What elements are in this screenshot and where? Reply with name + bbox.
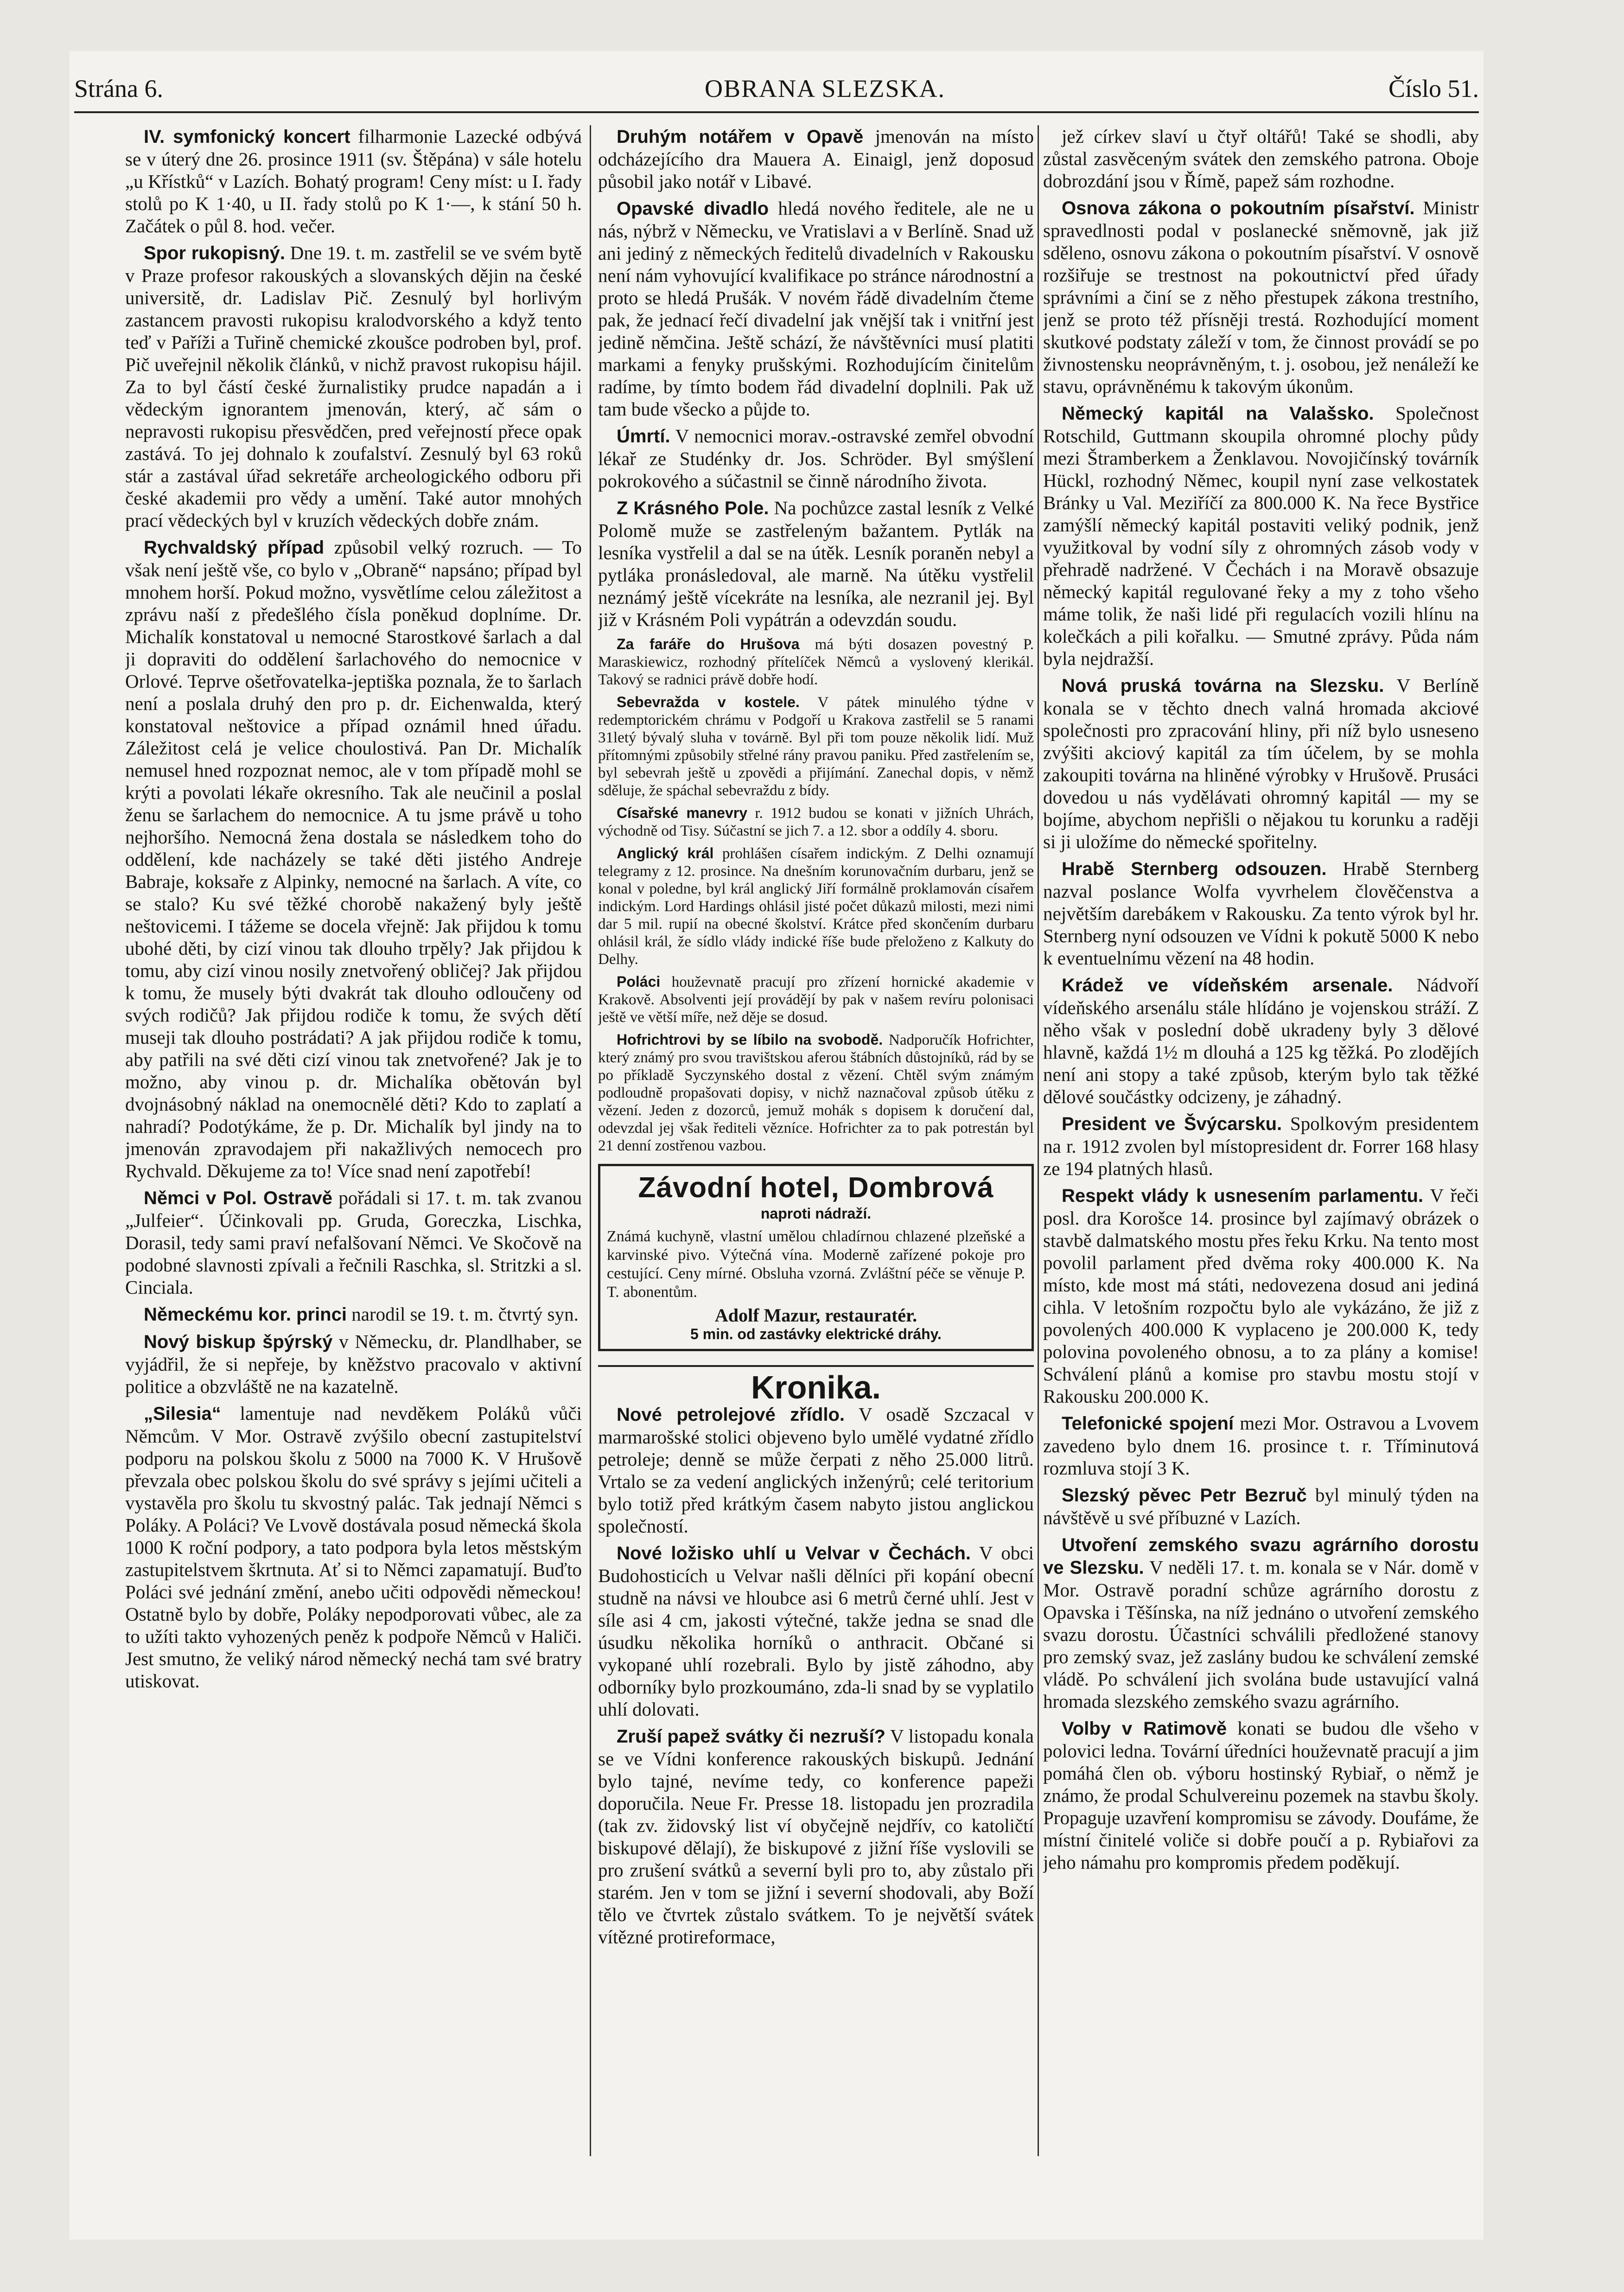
article xyxy=(598,497,1034,631)
article xyxy=(1043,1533,1479,1712)
article-text: pořádali si 17. t. m. tak zvanou „Julfeier“. Účinkovali pp. Gruda, Goreczka, Lischka, Dorasil, tedy sami praví nefalšovaní Němci. Ve Skočově na podobné slavnosti zpívali a řečnili Raschka, sl. Stritzki a sl. Cinciala. xyxy=(125,1187,582,1298)
article-text: filharmonie Lazecké odbývá se v úterý dne 26. prosince 1911 (sv. Štěpána) v sále hotelu „u Křístků“ v Lazích. Bohatý program! Ceny míst: u I. řady stolů po K 1·40, u II. řady stolů po K 1·—, k stání 50 h. Začátek o půl 8. hod. večer. xyxy=(125,126,582,236)
ad-subtitle: naproti nádraží. xyxy=(760,1205,872,1222)
article xyxy=(125,1402,582,1692)
article xyxy=(598,973,1034,1026)
article-heading: Anglický král xyxy=(617,845,714,862)
article-text: V neděli 17. t. m. konala se v Nár. domě v Mor. Ostravě poradní schůze agrárního dorostu z Opavska i Těšínska, na níž jednáno o utvoření zemského svazu dorostu. Účastníci schválili předložené stanovy pro zemský svaz, jež zaslány budou ke schválení zemské vládě. Po schválení jich svolána bude ustavující valná hromada slezského zemského svazu agrárního. xyxy=(1043,1557,1479,1712)
article-text: mezi Mor. Ostravou a Lvovem zavedeno bylo dnem 16. prosince t. r. Tříminutová rozmluva stojí 3 K. xyxy=(1043,1412,1479,1479)
article-text: má býti dosazen povestný P. Maraskiewicz, rozhodný přítelíček Němců a vyslovený klerikál. Takový se radnici právě dobře hodí. xyxy=(598,636,1034,688)
article xyxy=(125,1187,582,1298)
issue-number: Číslo 51. xyxy=(1388,75,1479,102)
article-heading: Krádež ve vídeňském arsenale. xyxy=(1062,975,1393,996)
article-heading: Nový biskup špýrský xyxy=(144,1332,333,1352)
article-text: r. 1912 budou se konati v jižních Uhrách, východně od Tisy. Súčastní se jich 7. a 12. sbor a oddíly 4. sboru. xyxy=(598,805,1034,839)
article-heading: Z Krásného Pole. xyxy=(617,498,769,518)
article-text: Ministr spravedlnosti podal v poslanecké sněmovně, jak již sděleno, osnovu zákona o pokoutním písařství. V osnově rozšiřuje se trestnost na pokoutnictví před úřady správními a činí se z něho přestupek zákona trestního, jenž se proto též přísněji trestá. Rozhodující moment skutkové podstaty záleží v tom, že činnost provádí se po živnostensku neoprávněným, t. j. osobou, jež nenáleží ke stavu, oprávněnému k takovým úkonům. xyxy=(1043,197,1479,397)
article-text: byl minulý týden na návštěvě u své příbuzné v Lazích. xyxy=(1043,1484,1479,1528)
article-text: hledá nového ředitele, ale ne u nás, nýbrž v Německu, ve Vratislavi a v Berlíně. Snad už ani jediný z německých ředitelů divadelních v Rakousku není nám vyhovující kvalifikace po stránce národnostní a proto se hledá Prušák. V novém řádě divadelním čteme pak, že jednací řečí divadelní jak vnější tak i vnitřní jest jedině němčina. Ještě schází, že návštěvníci musí platiti markami a fenyky prušskými. Rozhodujícím činitelům radíme, by tímto bodem řád divadelní doplnili. Pak už tam bude všecko a půjde to. xyxy=(598,198,1034,420)
article xyxy=(125,536,582,1182)
column-divider xyxy=(590,125,591,2156)
article xyxy=(1043,1112,1479,1180)
article-text: Na pochůzce zastal lesník z Velké Polomě muže se zastřeleným bažantem. Pytlák na lesníka vystřelil a dal se na útěk. Lesník poraněn nebyl a pytláka pronásledoval, ale marně. Na útěku vystřelil neznámý ještě vícekráte na lesníka, ale nezranil jej. Byl již v Krásném Poli vypátrán a odevzdán soudu. xyxy=(598,497,1034,630)
article xyxy=(125,1303,582,1326)
article-text: Nádvoří vídeňského arsenálu stále hlídáno je vojenskou stráží. Z něho však v poslední době ukradeny byly 3 dělové hlavně, každá 1½ m dlouhá a 125 kg těžká. Po zlodějích není ani stopy a také způsob, kterým bylo tak těžké dělové součástky odcizeny, je záhadný. xyxy=(1043,974,1479,1107)
ad-owner: Adolf Mazur, restauratér. xyxy=(714,1305,917,1326)
article-heading: Nové petrolejové zřídlo. xyxy=(617,1405,845,1425)
article xyxy=(598,1031,1034,1155)
article-heading: Osnova zákona o pokoutním písařství. xyxy=(1062,198,1415,218)
article-text: V obci Budohosticích u Velvar našli dělníci při kopání obecní studně na návsi ve hloubce asi 6 metrů černé uhlí. Jest v síle asi 4 cm, jakosti výtečné, takže jedna se snad dle úsudku několika horníků o anthracit. Občané si vykopané uhlí rozebrali. Bylo by jistě záhodno, aby odborníky bylo prozkoumáno, zda-li snad by se vyplatilo uhlí dolovati. xyxy=(598,1542,1034,1720)
article-text: V listopadu konala se ve Vídni konference rakouských biskupů. Jednání bylo tajné, nevíme tedy, co konference papeži doporučila. Neue Fr. Presse 18. listopadu jen prozradila (tak zv. židovský list ví obyčejně nejdřív, co katoličtí biskupové dělají), že biskupové z jižní říše vyslovili se pro zrušení svátků a severní byli pro to, aby zůstalo při starém. Jen v tom se jižní i severní shodovali, aby Boží tělo ve čtvrtek zůstalo svátkem. To je největší svátek vítězné protireformace, xyxy=(598,1725,1034,1947)
article-text: V nemocnici morav.-ostravské zemřel obvodní lékař ze Studénky dr. Jos. Schröder. Byl smýšlení pokrokového a súčastnil se činně národního života. xyxy=(598,425,1034,492)
article-text: Společnost Rotschild, Guttmann skoupila ohromné plochy půdy mezi Štramberkem a Ženklavou. Novojičínský továrník Hückl, rozhodný Němec, koupil nyní zase velkostatek Bránky u Val. Meziříčí za 800.000 K. Na řece Bystřice zamýšlí německý kapitál postaviti veliký podnik, jenž využitkoval by vodní síly z ohromných zásob vody v přehradě nadržené. V Čechách i na Moravě obsazuje německý kapitál regulované řeky a my z toho všeho máme tolik, že naši lidé při regulacích vozili hlínu na kolečkách a pili kořalku. — Smutné zprávy. Půda nám byla nejdražší. xyxy=(1043,402,1479,669)
article xyxy=(125,1330,582,1398)
article-heading: Hofrichtrovi by se líbilo na svobodě. xyxy=(617,1031,883,1048)
article-heading: Německému kor. princi xyxy=(144,1304,347,1325)
ad-body: Známá kuchyně, vlastní umělou chladírnou chlazené plzeňské a karvinské pivo. Výtečná vína. Moderně zařízené pokoje pro cestující. Ceny mírné. Obsluha vzorná. Zvláštní péče se věnuje P. T. abonentům. xyxy=(607,1228,1025,1301)
article xyxy=(1043,125,1479,192)
article xyxy=(598,693,1034,799)
column-1 xyxy=(125,125,582,2156)
hotel-advertisement xyxy=(598,1164,1034,1351)
article-heading: Hrabě Sternberg odsouzen. xyxy=(1062,859,1327,879)
article-text: konati se budou dle všeho v polovici ledna. Tovární úředníci houževnatě pracují a jim pomáhá člen ob. výboru hostinský Rybiař, o němž je známo, že prodal Schulvereinu pozemek na stavbu školy. Propaguje uzavření kompromisu se závody. Doufáme, že místní činitelé voliče si dobře poučí a p. Rybiařovi za jeho námahu pro kompromis předem poděkují. xyxy=(1043,1717,1479,1873)
article-heading: Německý kapitál na Valašsko. xyxy=(1062,403,1374,424)
article-heading: Spor rukopisný. xyxy=(144,243,286,263)
article-text: v Německu, dr. Plandlhaber, se vyjádřil, že si nepřeje, by kněžstvo pracovalo v aktivní politice a obzvláště ne na kazatelně. xyxy=(125,1331,582,1397)
article-text: Dne 19. t. m. zastřelil se ve svém bytě v Praze profesor rakouských a slovanských dějin na české universitě, dr. Ladislav Pič. Zesnulý byl horlivým zastancem pravosti rukopisu kralodvorského a když tento teď v Paříži a Tuřině chemické zkoušce podroben byl, prof. Pič uveřejnil několik článků, v nichž pravost rukopisu hájil. Za to byl částí české žurnalistiky prudce napadán a i vědeckým ignorantem jmenován, který, ač sám o nepravosti rukopisu přesvědčen, pred veřejností přece opak zastává. To jej dohnalo k zoufalství. Zesnulý byl 63 roků stár a zastával úřad sekretáře archeologického odboru při české akademii pro vědy a umění. Také autor mnohých prací vědeckých byl v kruzích vědeckých dobře znám. xyxy=(125,242,582,531)
article-heading: Poláci xyxy=(617,973,661,990)
article xyxy=(598,197,1034,420)
article-text: způsobil velký rozruch. — To však není ještě vše, co bylo v „Obraně“ napsáno; případ byl mnohem horší. Pokud možno, vysvětlíme celou záležitost a zprávu naší z předešlého čísla poněkud doplníme. Dr. Michalík konstatoval u nemocné Starostkové šarlach a dal ji dopraviti do oddělení šarlachového do nemocnice v Orlové. Teprve ošetřovatelka-jeptiška poznala, že to šarlach není a poslala druhý den pro p. dr. Eichenwalda, který konstatoval neštovice a případ oznámil hned úřadu. Záležitost celá je velice choulostivá. Pan Dr. Michalík nemusel hned rozpoznat nemoc, ale v tom případě mohl se krýti a povolati lékaře okresního. Tak ale neučinil a poslal ženu se šarlachem do nemocnice. A tu jsme právě u toho nejhoršího. Nemocná žena dostala se následkem toho do oddělení, kde nacházely se také děti jistého Andreje Babraje, koksaře z Alpinky, nemocné na šarlach. A víte, co se stalo? Ku své těžké chorobě nakažený byly ještě neštovicemi. I tážeme se docela vřejně: Jak přijdou k tomu ubohé děti, by cizí vinou tak dlouho trpěly? Jak přijdou k tomu, aby cizí vinou nosily znetvořený obličej? Jak přijdou k tomu, že musely býti dvakrát tak dlouho odloučeny od svých rodičů? Jak přijdou rodiče k tomu, že svých dětí museji tak dlouho postrádati? A jak přijdou rodiče k tomu, aby patřili na své děti cizí vinou tak znetvořené? Jak je to možno, aby vinou p. dr. Michalíka obětován byl dvojnásobný náklad na onemocnělé děti? Kdo to zaplatí a nahradí? Podotýkáme, že p. Dr. Michalík byl jindy na to jmenován zpravodajem při nakažlivých nemocech pro Rychvald. Děkujeme za to! Více snad není zapotřebí! xyxy=(125,536,582,1181)
article xyxy=(598,844,1034,968)
article-heading: IV. symfonický koncert xyxy=(144,127,350,147)
article xyxy=(598,1725,1034,1948)
article-text: lamentuje nad nevděkem Poláků vůči Němcům. V Mor. Ostravě zvýšilo obecní zastupitelství podporu na polskou školu z 5000 na 7000 K. V Hrušově převzala obec polskou školu do své správy s jejími učiteli a vystavěla pro školu tu skvostný palác. Tak jednají Němci s Poláky. A Poláci? Ve Lvově dostávala posud německá škola 1000 K roční podpory, a tato podpora byla letos městským zastupitelstvem škrtnuta. Ať si to Němci zapamatují. Buďto Poláci své jednání změní, anebo učiti odpovědi německou! Ostatně bylo by dobře, Poláky nepodporovati vůbec, ale za to užíti takto vyhozených peněz k podpoře Němců v Haliči. Jest smutno, že veliký národ německý nechá tam své bratry utiskovat. xyxy=(125,1403,582,1692)
ad-title: Závodní hotel, Dombrová xyxy=(638,1172,994,1204)
article xyxy=(1043,402,1479,670)
article-text: prohlášen císařem indickým. Z Delhi oznamují telegramy z 12. prosince. Na dnešním korunovačním durbaru, jenž se konal v poledne, byl král anglický Jiří formálně proklamován císařem indickým. Lord Hardings ohlásil jisté počet důkazů milosti, mezi nimi dar 5 mil. rupií na obecné školství. Krátce před skončením durbaru ohlásil král, že sídlo vlády indické říše bude přeloženo z Kalkuty do Delhy. xyxy=(598,845,1034,968)
article xyxy=(125,125,582,237)
article-heading: Druhým notářem v Opavě xyxy=(617,127,864,147)
ad-footer: 5 min. od zastávky elektrické dráhy. xyxy=(690,1326,942,1342)
article xyxy=(1043,974,1479,1108)
page-header xyxy=(74,74,1479,111)
article-heading: Němci v Pol. Ostravě xyxy=(144,1188,332,1208)
article-heading: Opavské divadlo xyxy=(617,198,769,219)
article-heading: Slezský pěvec Petr Bezruč xyxy=(1062,1485,1307,1506)
article xyxy=(1043,1412,1479,1479)
article-heading: Za faráře do Hrušova xyxy=(617,636,800,652)
article-heading: Rychvaldský případ xyxy=(144,537,325,558)
article-text: Spolkovým presidentem na r. 1912 zvolen byl místopresident dr. Forrer 168 hlasy ze 194 platných hlasů. xyxy=(1043,1113,1479,1179)
article xyxy=(1043,674,1479,853)
article-text: Nadporučík Hofrichter, který známý pro svou travištskou aferou štábních důstojníků, rád by se po příkladě Syczynského dostal z vězení. Chtěl svým známým podloudně propašovati dopisy, v nichž naznačoval způsob útěku z vězení. Jeden z dozorců, jemuž mohák s dopisem k doručení dal, odevzdal jej však řediteli vězníce. Hofrichter za to pak potrestán byl 21 denní zostřenou vazbou. xyxy=(598,1032,1034,1154)
article-text: jmenován na místo odcházejícího dra Mauera A. Einaigl, jenž doposud působil jako notář v Libavé. xyxy=(598,126,1034,192)
column-3 xyxy=(1043,125,1479,2156)
article-heading: Zruší papež svátky či nezruší? xyxy=(617,1726,885,1747)
article-heading: Volby v Ratimově xyxy=(1062,1718,1227,1739)
article xyxy=(598,425,1034,492)
article xyxy=(1043,1184,1479,1407)
page-number: Strána 6. xyxy=(74,75,163,102)
article-heading: „Silesia“ xyxy=(144,1404,221,1424)
article-heading: Nové ložisko uhlí u Velvar v Čechách. xyxy=(617,1543,971,1564)
article-text: V řeči posl. dra Korošce 14. prosince byl zajímavý obrázek o stavbě dalmatského mostu přes řeku Krku. Na tento most povolil parlament před dvěma roky 400.000 K. Na místo, kde most má státi, nedovezena dosud ani jediná cihla. V letošním rozpočtu bylo ale vykázáno, že již z povolených 400.000 K vyplaceno je 200.000 K, tedy polovina povoleného obnosu, a to za plány a komise! Schválení plánů a komise pro stavbu mostu stojí v Rakousku 200.000 K. xyxy=(1043,1185,1479,1407)
column-divider xyxy=(1038,125,1039,2156)
article-heading: Respekt vlády k usnesením parlamentu. xyxy=(1062,1186,1424,1206)
article xyxy=(1043,197,1479,397)
article-heading: Sebevražda v kostele. xyxy=(617,694,800,710)
article xyxy=(598,804,1034,840)
column-2 xyxy=(598,125,1034,2156)
article-heading: Utvoření zemského svazu agrárního dorostu ve Slezsku. xyxy=(1043,1535,1479,1578)
article xyxy=(125,242,582,531)
article-heading: Úmrtí. xyxy=(617,426,670,447)
article xyxy=(598,125,1034,192)
header-rule xyxy=(74,111,1479,113)
article-text: jež církev slaví u čtyř oltářů! Také se shodli, aby zůstal zasvěceným svátek den zemského patrona. Oboje dobrozdání jsou v Římě, papež sám rozhodne. xyxy=(1043,126,1479,192)
article xyxy=(598,635,1034,689)
article xyxy=(1043,1484,1479,1529)
article-text: V pátek minulého týdne v redemptorickém chrámu v Podgoří u Krakova zastřelil se 5 ranami 31letý bývalý sluha v továrně. Byl při tom pouze několik lidí. Muž přítomnými způsobily střelné rány pravou paniku. Před zastřelením se, byl sebevrah ještě u zpovědi a přijímání. Zanechal dopis, v němž sděluje, že spáchal sebevraždu z bídy. xyxy=(598,694,1034,799)
article-text: V osadě Szczacal v marmarošské stolici objeveno bylo umělé vydatné zřídlo petroleje; denně se může čerpati z něho 25.000 litrů. Vrtalo se za vedení anglických inženýrů; celé teritorium bylo totiž před krátkým časem nabyto jistou anglickou společností. xyxy=(598,1404,1034,1537)
article-text: V Berlíně konala se v těchto dnech valná hromada akciové společnosti pro zpracování hliny, při níž bylo usneseno zvýšiti akciový kapitál za tím účelem, by se mohla zakoupiti továrna na hliněné výrobky v Hrušově. Prusáci dovedou u nás vydělávati ohromný kapitál — my se bojíme, abychom nepřišli o nějakou tu korunku a raději si ji uložíme do německé spořitelny. xyxy=(1043,675,1479,852)
article-heading: President ve Švýcarsku. xyxy=(1062,1114,1282,1134)
article-heading: Nová pruská továrna na Slezsku. xyxy=(1062,676,1384,696)
article-heading: Telefonické spojení xyxy=(1062,1413,1234,1434)
article xyxy=(1043,857,1479,969)
article xyxy=(1043,1717,1479,1873)
article-text: Hrabě Sternberg nazval poslance Wolfa vyvrhelem člověčenstva a největším darebákem v Rakousku. Za tento výrok byl hr. Sternberg nyní odsouzen ve Vídni k pokutě 5000 K nebo k eventuelnímu vězení na 48 hodin. xyxy=(1043,858,1479,969)
article xyxy=(598,1542,1034,1720)
article-text: houževnatě pracují pro zřízení hornické akademie v Krakově. Absolventi její provádějí by pak v našem revíru polonisaci ještě ve větší míře, než děje se dosud. xyxy=(598,974,1034,1026)
article-heading: Císařské manevry xyxy=(617,804,748,821)
article-text: narodil se 19. t. m. čtvrtý syn. xyxy=(346,1303,579,1325)
article xyxy=(598,1403,1034,1537)
section-heading-kronika: Kronika. xyxy=(598,1365,1034,1398)
newspaper-title: OBRANA SLEZSKA. xyxy=(705,75,946,102)
